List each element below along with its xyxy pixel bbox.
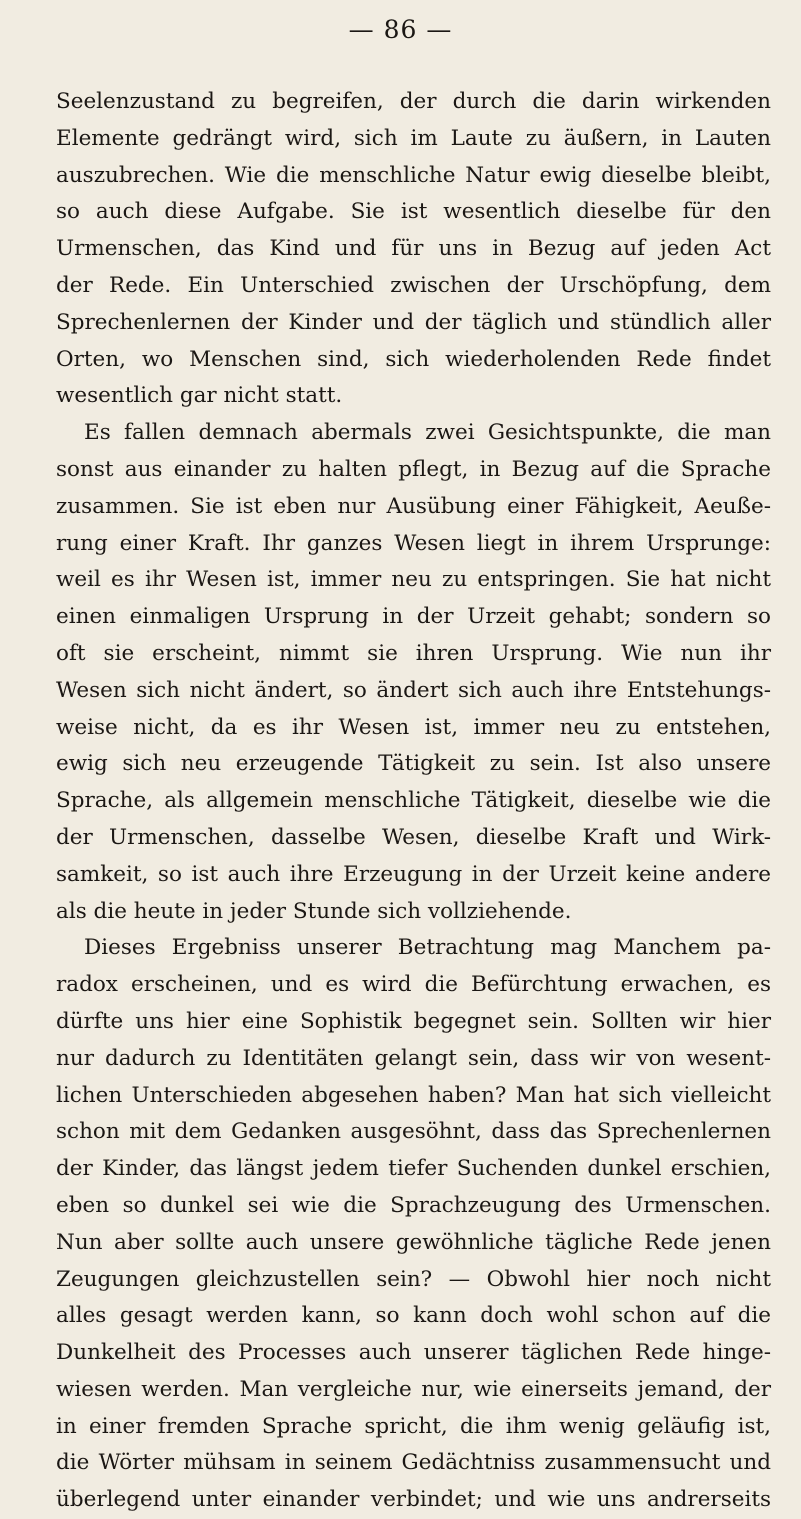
page-number: — 86 — [348, 15, 453, 44]
text-line: wesentlich gar nicht statt. [56, 383, 343, 409]
text-line: als die heute in jeder Stunde sich vollziehende. [56, 898, 572, 924]
text-line: in einer fremden Sprache spricht, die ihm wenig geläufig ist, [56, 1413, 771, 1439]
text-line: ewig sich neu erzeugende Tätigkeit zu sein. Ist also unsere [56, 751, 771, 777]
text-line: Wesen sich nicht ändert, so ändert sich auch ihre Entstehungs- [56, 677, 771, 703]
text-line: so auch diese Aufgabe. Sie ist wesentlich dieselbe für den [56, 199, 771, 225]
text-line: rung einer Kraft. Ihr ganzes Wesen liegt in ihrem Ursprunge: [56, 530, 771, 556]
text-line: Dunkelheit des Processes auch unserer täglichen Rede hinge- [56, 1340, 771, 1366]
text-line: weil es ihr Wesen ist, immer neu zu entspringen. Sie hat nicht [56, 567, 771, 593]
text-line: nur dadurch zu Identitäten gelangt sein, dass wir von wesent- [56, 1045, 771, 1071]
text-line: zusammen. Sie ist eben nur Ausübung einer Fähigkeit, Aeuße- [56, 493, 771, 519]
text-line: lichen Unterschieden abgesehen haben? Man hat sich vielleicht [56, 1082, 771, 1108]
text-line: schon mit dem Gedanken ausgesöhnt, dass das Sprechenlernen [56, 1119, 771, 1145]
text-line: überlegend unter einander verbindet; und wie uns andrerseits [56, 1487, 771, 1513]
body-text [56, 84, 771, 1519]
text-line: Urmenschen, das Kind und für uns in Bezug auf jeden Act [56, 236, 771, 262]
text-line: sonst aus einander zu halten pflegt, in Bezug auf die Sprache [56, 456, 771, 482]
text-line: alles gesagt werden kann, so kann doch wohl schon auf die [56, 1303, 771, 1329]
text-line: samkeit, so ist auch ihre Erzeugung in der Urzeit keine andere [56, 861, 771, 887]
text-line: Sprache, als allgemein menschliche Tätigkeit, dieselbe wie die [56, 788, 771, 814]
text-line: auszubrechen. Wie die menschliche Natur ewig dieselbe bleibt, [56, 162, 771, 188]
text-line: wiesen werden. Man vergleiche nur, wie einerseits jemand, der [56, 1376, 771, 1402]
text-line: einen einmaligen Ursprung in der Urzeit gehabt; sondern so [56, 604, 771, 630]
text-line: eben so dunkel sei wie die Sprachzeugung des Urmenschen. [56, 1192, 771, 1218]
text-line: radox erscheinen, und es wird die Befürchtung erwachen, es [56, 972, 771, 998]
text-line: Sprechenlernen der Kinder und der täglich und stündlich aller [56, 309, 771, 335]
text-line: der Rede. Ein Unterschied zwischen der Urschöpfung, dem [56, 272, 771, 298]
text-line: Seelenzustand zu begreifen, der durch die darin wirkenden [56, 89, 771, 114]
text-line: Elemente gedrängt wird, sich im Laute zu äußern, in Lauten [56, 125, 771, 151]
text-line: der Urmenschen, dasselbe Wesen, dieselbe Kraft und Wirk- [56, 824, 771, 850]
text-line: der Kinder, das längst jedem tiefer Suchenden dunkel erschien, [56, 1156, 771, 1182]
text-line: Nun aber sollte auch unsere gewöhnliche tägliche Rede jenen [56, 1229, 771, 1255]
text-line: oft sie erscheint, nimmt sie ihren Ursprung. Wie nun ihr [56, 640, 771, 666]
text-line: Orten, wo Menschen sind, sich wiederholenden Rede findet [56, 346, 771, 372]
text-line: dürfte uns hier eine Sophistik begegnet sein. Sollten wir hier [56, 1008, 771, 1034]
text-line: weise nicht, da es ihr Wesen ist, immer neu zu entstehen, [56, 714, 771, 740]
text-line: Zeugungen gleichzustellen sein? — Obwohl hier noch nicht [56, 1266, 771, 1292]
text-line: Dieses Ergebniss unserer Betrachtung mag Manchem pa- [84, 935, 771, 961]
text-line: Es fallen demnach abermals zwei Gesichtspunkte, die man [84, 420, 771, 446]
text-line: die Wörter mühsam in seinem Gedächtniss zusammensucht und [56, 1450, 771, 1476]
